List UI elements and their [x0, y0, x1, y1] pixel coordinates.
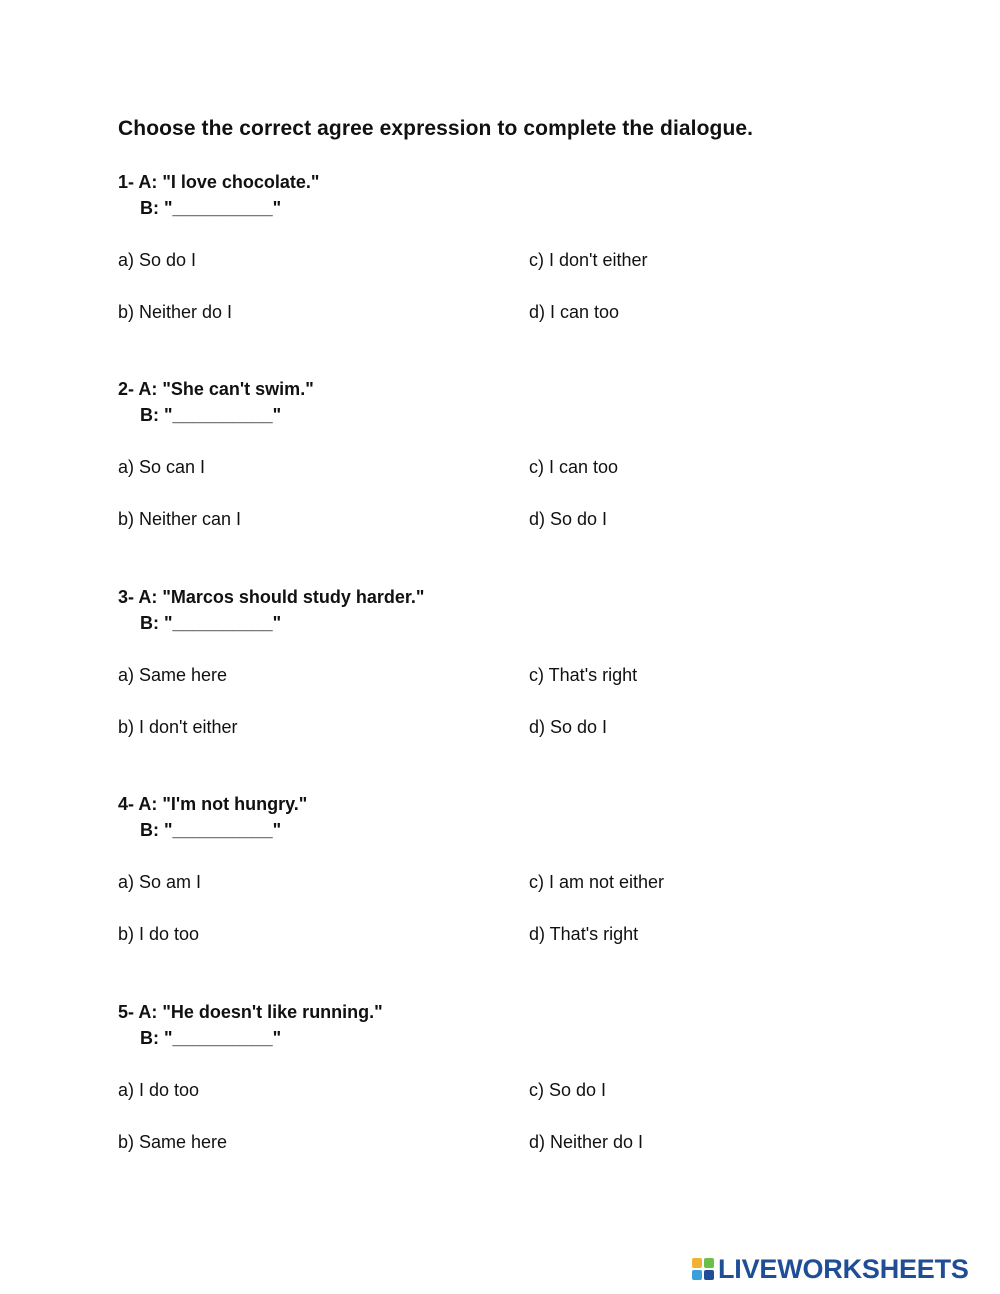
option-a[interactable]: a) Same here — [118, 665, 228, 685]
option-d[interactable]: d) So do I — [529, 509, 608, 529]
option-c[interactable]: c) That's right — [529, 665, 638, 685]
question-3 — [118, 587, 898, 767]
option-a[interactable]: a) So am I — [118, 872, 202, 892]
option-c[interactable]: c) I am not either — [529, 872, 665, 892]
option-c[interactable]: c) So do I — [529, 1080, 607, 1100]
answer-blank: B: "__________" — [140, 405, 282, 425]
answer-blank: B: "__________" — [140, 1028, 282, 1048]
question-5 — [118, 1002, 898, 1182]
option-b[interactable]: b) Same here — [118, 1132, 228, 1152]
option-a[interactable]: a) So can I — [118, 457, 206, 477]
option-d[interactable]: d) So do I — [529, 717, 608, 737]
question-4 — [118, 794, 898, 974]
option-d[interactable]: d) I can too — [529, 302, 620, 322]
question-prompt: 5- A: "He doesn't like running." — [118, 1002, 383, 1022]
question-prompt: 3- A: "Marcos should study harder." — [118, 587, 425, 607]
option-b[interactable]: b) Neither can I — [118, 509, 242, 529]
liveworksheets-logo-icon — [692, 1257, 716, 1281]
question-1 — [118, 172, 898, 352]
logo-wordmark: LIVEWORKSHEETS — [718, 1254, 969, 1284]
answer-blank: B: "__________" — [140, 198, 282, 218]
option-b[interactable]: b) I don't either — [118, 717, 238, 737]
option-b[interactable]: b) I do too — [118, 924, 200, 944]
answer-blank: B: "__________" — [140, 613, 282, 633]
option-d[interactable]: d) Neither do I — [529, 1132, 644, 1152]
question-prompt: 1- A: "I love chocolate." — [118, 172, 320, 192]
answer-blank: B: "__________" — [140, 820, 282, 840]
option-c[interactable]: c) I can too — [529, 457, 619, 477]
option-b[interactable]: b) Neither do I — [118, 302, 233, 322]
question-prompt: 4- A: "I'm not hungry." — [118, 794, 308, 814]
option-a[interactable]: a) So do I — [118, 250, 197, 270]
question-2 — [118, 379, 898, 559]
option-c[interactable]: c) I don't either — [529, 250, 648, 270]
option-a[interactable]: a) I do too — [118, 1080, 200, 1100]
worksheet-title: Choose the correct agree expression to complete the dialogue. — [118, 117, 754, 140]
option-d[interactable]: d) That's right — [529, 924, 639, 944]
liveworksheets-logo[interactable] — [692, 1255, 969, 1283]
question-prompt: 2- A: "She can't swim." — [118, 379, 314, 399]
